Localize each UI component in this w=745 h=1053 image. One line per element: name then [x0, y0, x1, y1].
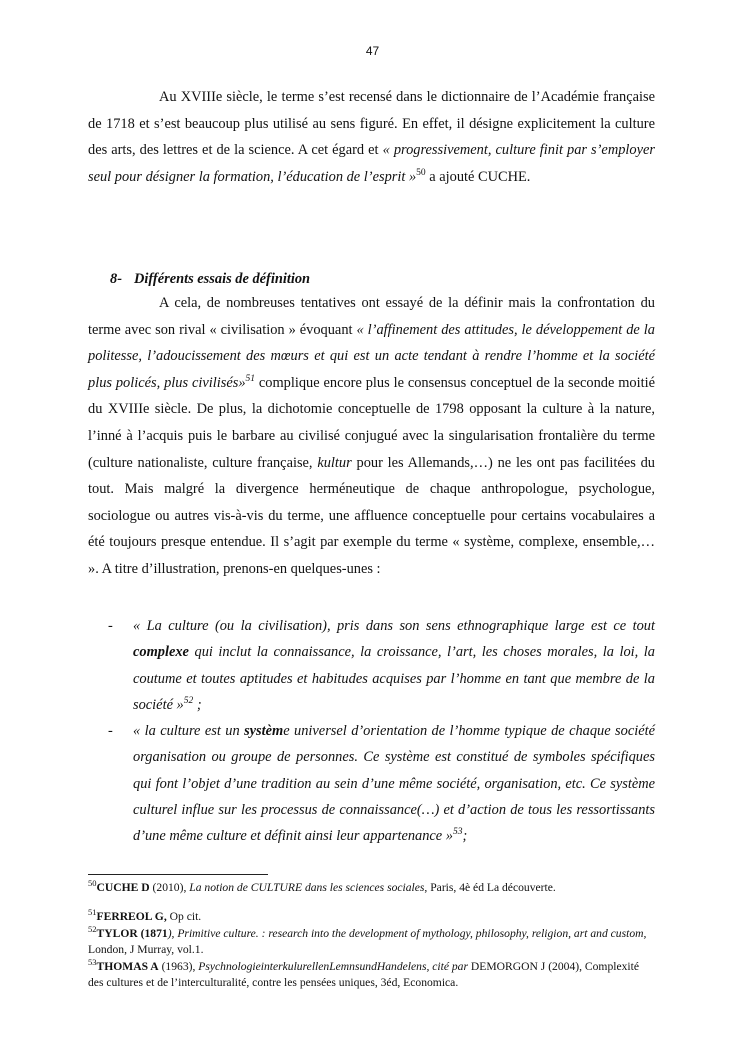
list-dash: - [108, 618, 113, 634]
list-item [88, 613, 655, 718]
paragraph-intro [88, 84, 655, 190]
footnote-year: (1963), [158, 960, 199, 973]
footnote-51 [88, 909, 655, 925]
footnote-rest: London, J Murray, vol.1. [88, 943, 204, 956]
footnote-rest: Op cit. [166, 910, 202, 923]
footnote-number: 50 [88, 878, 97, 888]
footnote-title: La notion de CULTURE dans les sciences sociales [189, 881, 425, 894]
footnote-ref-52[interactable]: 52 [183, 695, 194, 706]
footnote-ref-51[interactable]: 51 [245, 373, 256, 384]
paragraph-definitions [88, 290, 655, 583]
quote: qui inclut la connaissance, la croissance, l’art, les choses morales, la loi, la coutume et toutes aptitudes et habitudes acquises par l’homme en tant que membre de la société » [133, 644, 655, 713]
quote: « l’affinement des attitudes, le développement de la politesse, l’adoucissement des mœurs et qui est un acte tendant à rendre l’homme et la société plus policés, plus civilisés» [88, 321, 655, 391]
footnote-author: THOMAS A [96, 960, 159, 973]
footnote-author: CUCHE D [96, 881, 150, 894]
section-title: Différents essais de définition [134, 271, 311, 287]
footnote-author: FERREOL G, [96, 910, 167, 923]
bold-term: systèm [244, 723, 284, 740]
paragraph-text: a ajouté CUCHE. [425, 168, 531, 185]
quote: « progressivement, culture finit par s’employer seul pour désigner la formation, l’éducation de l’esprit » [88, 142, 655, 185]
paragraph-text: complique encore plus le consensus conceptuel de la seconde moitié du XVIIIe siècle. De plus, la dichotomie conceptuelle de 1798 opposant la culture à la nature, l’inné à l’acquis puis le barbare au civilisé conjugué avec la singularisation frontalière du terme (culture nationaliste, culture française, [88, 374, 655, 471]
footnote-year: (2010), [149, 881, 190, 894]
list-item [88, 718, 655, 849]
quote-end: ; [193, 696, 202, 713]
quote: e universel d’orientation de l’homme typique de chaque société organisation ou groupe de personnes. Ce système est constitué de symboles spécifiques qui font l’objet d’une tradition au sein d’une même société, organisation, etc. Ce système culturel influe sur les processus de connaissance(…) et d’action de tous les ressortissants d’une même culture et définit ainsi leur appartenance » [133, 723, 656, 845]
quote-end: ; [462, 828, 468, 845]
footnote-author: TYLOR (1871 [96, 927, 168, 940]
footnote-rest: , Paris, 4è éd La découverte. [424, 881, 556, 894]
definition-list [88, 613, 655, 850]
quote: « La culture (ou la civilisation), pris dans son sens ethnographique large est ce tout [133, 618, 655, 634]
bold-term: complexe [133, 644, 189, 661]
section-heading [110, 266, 310, 292]
footnote-number: 53 [88, 957, 97, 967]
footnote-title: ), Primitive culture. : research into the development of mythology, philosophy, religion, art and custom, [167, 927, 647, 940]
page-number: 47 [365, 44, 380, 58]
paragraph-text: pour les Allemands,…) ne les ont pas facilitées du tout. Mais malgré la divergence herméneutique de chaque anthropologue, psychologue, sociologue ou autres vis-à-vis du terme, une affluence conceptuelle pour certains vocabulaires a été toujours presque entendue. Il s’agit par exemple du terme « système, complexe, ensemble,… ». A titre d’illustration, prenons-en quelques-unes : [88, 454, 655, 577]
footnote-ref-50[interactable]: 50 [416, 167, 426, 178]
footnote-rest: DEMORGON J (2004), Complexité des cultures et de l’interculturalité, contre les pensées uniques, 3éd, Economica. [88, 960, 639, 989]
footnote-separator [88, 874, 268, 875]
footnote-52 [88, 926, 655, 958]
footnote-50 [88, 880, 655, 896]
footnote-title: PsychnologieinterkulurellenLemnsundHandelens, cité par [198, 960, 468, 973]
section-number: 8- [110, 271, 122, 287]
kultur-term: kultur [317, 454, 352, 471]
footnote-number: 51 [88, 907, 97, 917]
list-dash: - [108, 723, 113, 740]
footnote-ref-53[interactable]: 53 [452, 827, 463, 838]
quote: « la culture est un [133, 723, 245, 740]
paragraph-text: Au XVIIIe siècle, le terme s’est recensé dans le dictionnaire de l’Académie française de 1718 et s’est beaucoup plus utilisé au sens figuré. En effet, il désigne explicitement la culture des arts, des lettres et de la science. A cet égard et [88, 89, 655, 159]
footnote-53 [88, 959, 655, 991]
footnote-number: 52 [88, 924, 97, 934]
paragraph-text: A cela, de nombreuses tentatives ont essayé de la définir mais la confrontation du terme avec son rival « civilisation » évoquant [88, 295, 655, 338]
